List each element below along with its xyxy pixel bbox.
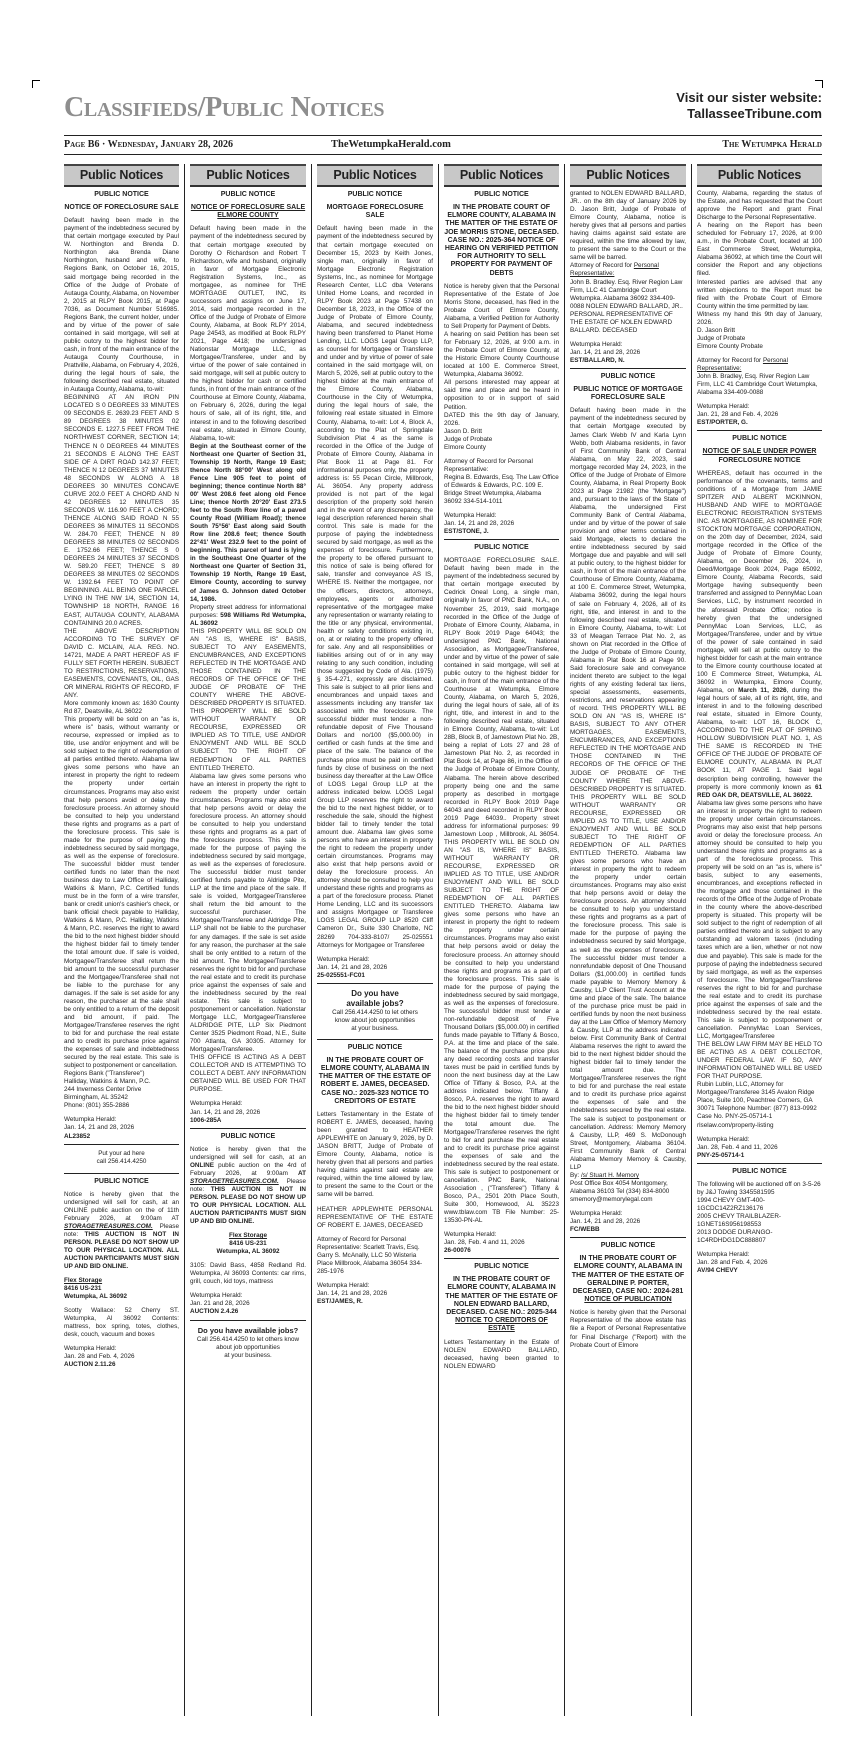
notice-label: PUBLIC NOTICE bbox=[220, 191, 276, 198]
sale-date: March 11, 2026 bbox=[738, 686, 787, 694]
ad-placeholder bbox=[64, 1148, 179, 1170]
publication-label: Wetumpka Herald: bbox=[697, 403, 750, 411]
publication-label: Wetumpka Herald: bbox=[190, 1292, 243, 1300]
notice-subtitle: FORECLOSURE NOTICE bbox=[718, 456, 801, 464]
column-2 bbox=[190, 164, 312, 1716]
notice-title: NOTICE OF FORECLOSURE SALE bbox=[190, 204, 306, 211]
column-6 bbox=[697, 164, 822, 1716]
notice-body: WHEREAS, default has occurred in the performance of the covenants, terms and conditions of a Mortgage from JAMIE SPITZER AND ALBERT MCKINNON, HUSBAND AND WIFE to MORTGAGE ELECTRONIC REGISTRATION SYSTEMS INC. AS MORTGAGEE, AS NOMINEE FOR STOCKTON MORTGAGE CORPORATION, on the 20th day of December, 2024, said mortgage recorded in the Office of the Judge of Probate of Elmore County, Alabama, on December 26, 2024, in Deed/Mortgage Book 2024, Page 65092, Elmore County, Alabama Records, said Mortgage having subsequently been transferred and assigned to PennyMac Loan Services, LLC, by instrument recorded in the aforesaid Probate Office; notice is hereby given that the undersigned PennyMac Loan Services, LLC, as Mortgagee/Transferee, under and by virtue of the power of sale contained in said mortgage, will sell at public outcry to the highest bidder for cash at the main entrance to the Elmore county courthouse located at 100 E Commerce Street, Wetumpka, AL 36092 in Wetumpka, Elmore County, Alabama, on bbox=[697, 469, 822, 694]
notice-reference: 1006-285A bbox=[190, 1116, 222, 1124]
attorney-contact: Post Office Box 4054 Montgomery, Alabama 36103 Tel (334) 834-8000 smemory@memorylegal.com bbox=[570, 1179, 670, 1203]
notice-title: IN THE PROBATE COURT OF ELMORE COUNTY, ALABAMA IN THE MATTER OF THE ESTATE OF JOE MORRIS STONE, DECEASED. CASE NO.: 2025-364 NOTICE OF HEARING ON VERIFIED PETITION FOR AUTHORITY TO SELL PROPERTY FOR PAYMENT OF DEBTS bbox=[444, 204, 559, 277]
sister-site-label: Visit our sister website: bbox=[676, 90, 822, 105]
notice-body: Default having been made in the payment of the indebtedness secured by that certain mortgage executed on December 15, 2023 by Keith Jones, single man, originally in favor of Mortgage Electronic Registration Systems, Inc., as nominee for Mortgage Research Center, LLC dba Veterans United Home Loans, and recorded in RLPY Book 2023 at Page 57438 on December 18, 2023, in the Office of the Judge of Probate of Elmore County, Alabama, and secured indebtedness having been transferred to Planet Home Lending, LLC. LOGS Legal Group LLP, as counsel for Mortgagee or Transferee and under and by virtue of power of sale contained in the said mortgage will, on March 5, 2026, sell at public outcry to the highest bidder at the main entrance of the Elmore County, Alabama, Courthouse in the City of Wetumpka, during the legal hours of sale, the following real estate situated in Elmore County, Alabama, to-wit: Lot 4, Block A, according to the Plat of Springdale Subdivision Plat 4 as the same is recorded in the Office of the Judge of Probate of Elmore County, Alabama in Plat Book 11 at Page 81. For informational purposes only, the property address is: 55 Pecan Circle, Millbrook, AL 36054. Any property address provided is not part of the legal description of the property sold herein and in the event of any discrepancy, the legal description referenced herein shall control. This sale is made for the purpose of paying the indebtedness secured by said mortgage, as well as the expenses of foreclosure. Furthermore, the property to be offered pursuant to this notice of sale is being offered for sale, transfer and conveyance AS IS, WHERE IS. Neither the mortgagee, nor the officers, directors, attorneys, employees, agents or authorized representative of the mortgagee make any representation or warranty relating to the title or any physical, environmental, health or safety conditions existing in, on, at or relating to the property offered for sale. Any and all responsibilities or liabilities arising out of or in any way relating to any such condition, including those suggested by Code of Ala. (1975) § 35-4-271, expressly are disclaimed. This sale is subject to all prior liens and encumbrances and unpaid taxes and assessments including any transfer tax associated with the foreclosure. The successful bidder must tender a non-refundable deposit of Five Thousand Dollars and no/100 ($5,000.00) in certified or cash funds at the time and place of the sale. The balance of the purchase price must be paid in certified funds by close of business on the next business day thereafter at the Law Office of LOGS Legal Group LLP at the address indicated below. LOGS Legal Group LLP reserves the right to award the bid to the next highest bidder, or to reschedule the sale, should the highest bidder fail to timely tender the total amount due. Alabama law gives some persons who have an interest in property the right to redeem the property under certain circumstances. Programs may also exist that help persons avoid or delay the foreclosure process. An attorney should be consulted to help you understand these rights and programs as a part of the foreclosure process. Planet Home Lending, LLC and its successors and assigns Mortgagee or Transferee LOGS LEGAL GROUP LLP 8520 Cliff Cameron Dr., Suite 330 Charlotte, NC 28269 704-333-8107/ 25-025551 Attorneys for Mortgagee or Transferee bbox=[317, 225, 433, 949]
publication-dates: Jan. 28 and Feb. 4, 2026 bbox=[697, 1259, 768, 1267]
attorney-of-record: John B. Bradley, Esq. River Region Law Firm, LLC 41 Cambridge Court Wetumpka, Alabama 334-409-0088 bbox=[697, 373, 818, 397]
publication-label: Wetumpka Herald: bbox=[697, 1251, 750, 1259]
facility-city: Wetumpka, AL 36092 bbox=[64, 1293, 127, 1301]
sister-site-link[interactable]: TallasseeTribune.com bbox=[687, 106, 822, 121]
crop-mark-top-left bbox=[32, 80, 40, 88]
attorney-of-record: Regina B. Edwards, Esq. The Law Office of Edwards & Edwards, P.C. 109 E. Bridge Street Wetumpka, Alabama 36092 334-514-1011 bbox=[444, 473, 559, 506]
notice-body: All persons interested may appear at said time and place and be heard in opposition to or in support of said Petition. bbox=[444, 379, 559, 411]
jobs-promo-question: available jobs? bbox=[346, 998, 404, 1008]
survey-note: THE ABOVE DESCRIPTION ACCORDING TO THE SURVEY OF DAVID C. MCLAIN, ALA. REG. NO. 14721, MADE A PART HEREOF AS IF FULLY SET FORTH HEREIN. SUBJECT TO RESTRICTIONS, RESERVATIONS, EASEMENTS, COVENANTS, OIL, GAS OR MINERAL RIGHTS OF RECORD, IF ANY. bbox=[64, 627, 179, 699]
signature-label: By: bbox=[570, 1171, 580, 1179]
column-5 bbox=[570, 164, 692, 1716]
column-header: Public Notices bbox=[317, 164, 433, 187]
auction-at: AT bbox=[298, 1169, 307, 1177]
judge-name: D. Jason Britt bbox=[697, 326, 736, 334]
jobs-promo-line: know about job opportunities bbox=[334, 1016, 416, 1024]
column-header: Public Notices bbox=[64, 164, 179, 187]
notice-reference: 25-025551-FC01 bbox=[317, 971, 365, 979]
auction-site-link[interactable]: STORAGETREASURES.COM. bbox=[190, 1177, 279, 1185]
vehicle-listing: 1994 CHEVY GMT-400-1GCDC14Z2RZ136176 bbox=[697, 1196, 765, 1212]
publication-label: Wetumpka Herald: bbox=[64, 1116, 117, 1124]
publication-label: Wetumpka Herald: bbox=[570, 340, 623, 348]
notice-label: PUBLIC NOTICE bbox=[347, 191, 403, 198]
folio-paper-name: The Wetumpka Herald bbox=[722, 139, 822, 150]
attorney-contact: Rubin Lublin, LLC, Attorney for Mortgagee/Transferee 3145 Avalon Ridge Place, Suite 100, Peachtree Corners, GA 30071 Telephone Number: (877) 813-0992 Case No. PNY-25-05714-1 rlselaw.com/property-listing bbox=[697, 1081, 817, 1129]
notice-body: Default having been made in the payment of the indebtedness secured by that certain mortgage executed by Paul W. Northington and Brenda D. Northington aka Brenda Diane Northington, husband and wife, to Regions Bank, on October 16, 2015, said mortgage being recorded in the Office of the Judge of Probate of Autauga County, Alabama, on November 2, 2015 at RLPY Book 2015, at Page 7036, as Document Number 516985. Regions Bank, the current holder, under and by virtue of the power of sale contained in said mortgage, will sell at public outcry to the highest bidder for cash, in front of the main entrance of the Autauga County Courthouse, in Prattville, Alabama, on February 4, 2026, during the legal hours of sale, the following described real estate, situated in Autauga County, Alabama, to-wit: bbox=[64, 217, 179, 394]
notice-body: Notice is hereby given that the Personal Representative of the above estate has file a Report of Personal Representative for Final Discharge ("Report) with the Probate Court of Elmore bbox=[570, 1309, 686, 1349]
notice-reference: AV/94 CHEVY bbox=[697, 1267, 738, 1275]
facility-name: Flex Storage bbox=[228, 1232, 268, 1240]
auction-warning: THIS AUCTION IS NOT IN PERSON. PLEASE DO NOT SHOW UP TO OUR PHYSICAL LOCATION. ALL AUCTION PARTICIPANTS MUST SIGN UP AND BID ONLINE. bbox=[64, 1230, 180, 1270]
dated-line: DATED this the 9th day of January, 2026. bbox=[444, 411, 559, 427]
notice-body: Letters Testamentary in the Estate of NOLEN EDWARD BALLARD, deceased, having been granted to NOLEN EDWARD bbox=[444, 1338, 559, 1370]
publication-label: Wetumpka Herald: bbox=[697, 1135, 750, 1143]
notice-label: PUBLIC NOTICE bbox=[732, 1167, 787, 1175]
notice-body-continued: granted to NOLEN EDWARD BALLARD, JR.. on the 8th day of January 2026 by D. Jason Britt, Judge of Probate of Elmore County, Alabama, notice is hereby gives that all persons and parties having claims against said estate are required, within the time allowed by law, to present the same to the Court or the same will be barred. bbox=[570, 190, 686, 262]
ad-placeholder-text: Put your ad here bbox=[98, 1149, 145, 1157]
folio-website[interactable]: TheWetumpkaHerald.com bbox=[331, 139, 451, 150]
jobs-promo-line: about job opportunities bbox=[216, 1343, 280, 1351]
publication-label: Wetumpka Herald: bbox=[570, 1210, 623, 1218]
legal-description: Begin at the Southeast corner of the Northeast one Quarter of Section 31, Township 19 North, Range 19 East; thence North 88°00' West along old Fence Line 905 feet to point of beginning; thence continue North 88° 00' West 208.6 feet along old Fence Line; thence North 20°20' East 273.5 feet to the South Row line of a paved County Road (William Road); thence South 75°56' East along said South Row line 208.6 feet; thence South 22°41' West 232.9 feet to the point of beginning. This parcel of land is lying in the Southeast One Quarter of the Northeast one Quarter of Section 31, Township 19 North, Range 19 East, Elmore County, according to survey of James G. Johnson dated October 14, 1986. bbox=[190, 442, 306, 603]
publication-dates: Jan. 21, 28 and Feb. 4, 2026 bbox=[697, 411, 779, 419]
attorney-of-record: John B. Bradley. Esq. River Region Law Firm, LLC 41 Cambridge Court Wetumpka. Alabama 36092 334-409-0088 NOLEN EDWARD BALLARD, JR.. PERSONAL REPRESENTATIVE OF THE ESTATE OF NOLEN EDWARD BALLARD. DECEASED bbox=[570, 278, 683, 334]
publication-label: Wetumpka Herald: bbox=[190, 1100, 243, 1108]
auction-unit: 3105: David Bass, 4858 Redland Rd. Wetumpka, Al 36093 Contents: car rims, grill, couch, kid toys, mattress bbox=[190, 1262, 306, 1286]
notice-columns bbox=[64, 164, 822, 1724]
notice-label: PUBLIC NOTICE bbox=[732, 435, 787, 443]
judge-name: Jason D. Britt bbox=[444, 427, 483, 435]
signature: /s/ Stuart H. Memory bbox=[580, 1171, 640, 1179]
section-title: Classifieds/Public Notices bbox=[64, 92, 385, 123]
notice-reference: EST/PORTER, G. bbox=[697, 419, 748, 427]
column-4 bbox=[444, 164, 565, 1716]
vehicle-listing: 2005 CHEVY TRAILBLAZER-1GNET16S956198553 bbox=[697, 1212, 782, 1228]
witness-line: Witness my hand this 9th day of January, 2026. bbox=[697, 310, 822, 326]
notice-label: PUBLIC NOTICE bbox=[600, 372, 656, 380]
publication-dates: Jan. 14, 21 and 28, 2026 bbox=[64, 1124, 135, 1132]
column-3 bbox=[317, 164, 439, 1716]
notice-reference: EST/STONE, J. bbox=[444, 528, 489, 536]
notice-title: PUBLIC NOTICE OF MORTGAGE FORECLOSURE SALE bbox=[573, 385, 683, 402]
jobs-promo-line: at your business. bbox=[224, 1351, 272, 1359]
notice-label: PUBLIC NOTICE bbox=[220, 1132, 276, 1140]
jobs-promo-line: Call 256.414.4250 to let others bbox=[332, 1008, 418, 1016]
sister-site-promo bbox=[676, 90, 822, 122]
jobs-promo-question: Do you have bbox=[351, 988, 399, 998]
column-header: Public Notices bbox=[190, 164, 306, 187]
transferee: Regions Bank ("Transferee") bbox=[64, 1070, 145, 1078]
notice-terms: Alabama law gives some persons who have an interest in property the right to redeem the property under certain circumstances. Programs may also exist that help persons avoid or delay the foreclosure process. An attorney should be consulted to help you understand these rights and programs as a part of the foreclosure process. This sale is made for the purpose of paying the indebtedness secured by said mortgage, as well as the expenses of foreclosure. The successful bidder must tender certified funds payable to Aldridge Pite, LLP at the time and place of the sale. If sale is voided, Mortgagee/Transferee shall return the bid amount to the successful purchaser. The Mortgagee/Transferee and Aldridge Pite, LLP shall not be liable to the purchaser for any damages. If the sale is set aside for any reason, the purchaser at the sale shall be only entitled to a return of the bid amount. The Mortgagee/Transferee reserves the right to bid for and purchase the real estate and to credit its purchase price against the expenses of sale and the indebtedness secured by the real estate. This sale is subject to postponement or cancellation. Nationstar Mortgage LLC, Mortgagee/Transferee ALDRIDGE PITE, LLP Six Piedmont Center 3525 Piedmont Road, N.E., Suite 700 Atlanta, GA 30305. Attorney for Mortgagee/Transferee. bbox=[190, 772, 306, 1054]
publication-dates: Jan. 14, 21 and 28, 2026 bbox=[190, 1108, 261, 1116]
jobs-promo-line: at your business. bbox=[351, 1024, 399, 1032]
facility-city: Wetumpka, AL 36092 bbox=[216, 1248, 280, 1256]
attorney-label-underlined: Personal Representative: bbox=[697, 356, 788, 372]
publication-dates: Jan. 14, 21 and 28, 2026 bbox=[570, 1218, 641, 1226]
personal-representative: HEATHER APPLEWHITE PERSONAL REPRESENTATIVE OF THE ESTATE OF ROBERT E. JAMES, DECEASED bbox=[317, 1205, 433, 1229]
hearing-details: A hearing on the Report has been scheduled for February 17, 2026, at 9:00 a.m., in the Probate Court, located at 100 East Commerce Street, Wetumpka, Alabama 36092, at which time the Court will consider the Report and any objections filed. bbox=[697, 222, 822, 278]
notice-subtitle: NOTICE OF PUBLICATION bbox=[584, 1296, 672, 1304]
attorney-label-underlined: Personal Representative: bbox=[570, 262, 659, 278]
publication-dates: Jan. 14, 21 and 28, 2026 bbox=[570, 348, 641, 356]
column-header: Public Notices bbox=[570, 164, 686, 187]
publication-dates: Jan. 14, 21 and 28, 2026 bbox=[317, 963, 388, 971]
hearing-details: A hearing on said Petition has been set for February 12, 2026, at 9:00 a.m. in the Probate Court of Elmore County, at the Historic Elmore County Courthouse located at 100 E. Commerce Street, Wetumpka, Alabama 36092. bbox=[444, 331, 559, 379]
column-1 bbox=[64, 164, 185, 1716]
column-header: Public Notices bbox=[697, 164, 822, 187]
notice-reference: EST/JAMES, R. bbox=[317, 1297, 363, 1305]
publication-dates: Jan. 21 and 28, 2026 bbox=[190, 1300, 250, 1308]
publication-dates: Jan. 28, Feb. 4 and 11, 2026 bbox=[444, 1239, 525, 1247]
publication-label: Wetumpka Herald: bbox=[444, 512, 497, 520]
notice-title: MORTGAGE FORECLOSURE SALE bbox=[326, 204, 424, 220]
debt-collector-notice: THIS OFFICE IS ACTING AS A DEBT COLLECTOR AND IS ATTEMPTING TO COLLECT A DEBT. ANY INFORMATION OBTAINED WILL BE USED FOR THAT PURPOSE. bbox=[190, 1054, 306, 1094]
folio-page-date: Page B6 · Wednesday, January 28, 2026 bbox=[64, 139, 234, 150]
facility-address: 8416 US-231 bbox=[229, 1240, 267, 1248]
jobs-promo-question: Do you have available jobs? bbox=[197, 1325, 299, 1335]
publication-label: Wetumpka Herald: bbox=[317, 955, 370, 963]
notice-reference: AL23852 bbox=[64, 1132, 91, 1140]
jobs-promo bbox=[190, 1324, 306, 1363]
notice-body: Letters Testamentary in the Estate of ROBERT E. JAMES, deceased, having been granted to HEATHER APPLEWHITE on January 9, 2026, by D. JASON BRITT, Judge of Probate of Elmore County, Alabama, notice is hereby given that all persons and parties having claims against said estate are required, within the time allowed by law, to present the same to the Court or the same will be barred. bbox=[317, 1110, 433, 1199]
publication-label: Wetumpka Herald: bbox=[317, 1281, 370, 1289]
publication-dates: Jan. 14, 21 and 28, 2026 bbox=[317, 1289, 388, 1297]
auction-note: Please note: bbox=[64, 1222, 179, 1238]
law-firm: Halliday, Watkins & Mann, P.C. bbox=[64, 1078, 151, 1086]
notice-terms: This property will be sold on an "as is, where is" basis, without warranty or recourse, expressed or implied as to title, use and/or enjoyment and will be sold subject to the right of redemption of all parties entitled thereto. Alabama law gives some persons who have an interest in property the right to redeem the property under certain circumstances. Programs may also exist that help persons avoid or delay the foreclosure process. An attorney should be consulted to help you understand these rights and programs as a part of the foreclosure process. This sale is made for the purpose of paying the indebtedness secured by said mortgage, as well as the expense of foreclosure. The successful bidder must tender certified funds no later than the next business day to Law Office of Halliday, Watkins & Mann, P.C. Certified funds must be in the form of a wire transfer, bank or credit union's cashier's check, or bank official check payable to Halliday, Watkins & Mann, P.C. Halliday, Watkins & Mann, P.C. reserves the right to award the bid to the next highest bidder should the highest bidder fail to timely tender the total amount due. If sale is voided, Mortgagee/Transferee shall return the bid amount to the successful purchaser and the Mortgagee/Transferee shall not be liable to the purchase for any damages. If the sale is set aside for any reason, the purchaser at the sale shall be only entitled to a return of the deposit and bid amount, if paid. The Mortgagee/Transferee reserves the right to bid for and purchase the real estate and to credit its purchase price against the expenses of sale and indebtedness secured by the real estate. This sale is subject to postponement or cancellation. bbox=[64, 716, 179, 1070]
attorney-label: Attorney for Record for bbox=[697, 356, 762, 364]
notice-title: NOTICE OF FORECLOSURE SALE bbox=[64, 204, 179, 211]
notice-label: PUBLIC NOTICE bbox=[600, 1242, 656, 1250]
auction-date: public auction on the 4rd of February 2026, at 9:00am bbox=[190, 1161, 306, 1177]
folio-bar bbox=[64, 135, 822, 155]
notice-reference: FC/WEBB bbox=[570, 1226, 600, 1234]
notice-label: PUBLIC NOTICE bbox=[347, 1043, 403, 1051]
attorney-of-record: Attorney of Record for Personal Representative: Scarlett Travis, Esq. Garry S. McAnally, LLC 50 Wisteria Place Millbrook, Alabama 36054 334-285-1976 bbox=[317, 1235, 423, 1275]
notice-title: IN THE PROBATE COURT OF ELMORE COUNTY, ALABAMA IN THE MATTER OF THE ESTATE OF ROBERT E. JAMES, DECEASED. CASE NO.: 2025-323 NOTICE TO CREDITORS OF ESTATE bbox=[318, 1056, 432, 1105]
notice-subtitle: ELMORE COUNTY bbox=[217, 212, 279, 220]
legal-description: BEGINNING AT AN IRON PIN LOCATED S 0 DEGREES 33 MINUTES 09 SECONDS E. 2639.23 FEET AND S 89 DEGREES 38 MINUTES 02 SECONDS E. 1227.5 FEET FROM THE NORTHWEST CORNER, SECTION 14; THENCE N 0 DEGREES 44 MINUTES 21 SECONDS E ALONG THE EAST SIDE OF A DIRT ROAD 142.37 FEET; THENCE N 12 DEGREES 37 MINUTES 48 SECONDS W ALONG A 18 DEGREES 30 MINUTES CONCAVE CURVE 202.0 FEET A CHORD AND N 42 DEGREES 12 MINUTES 35 SECONDS W. 116.90 FEET A CHORD; THENCE ALONG SAID ROAD N 55 DEGREES 36 MINUTES 11 SECONDS W. 284.70 FEET; THENCE N 89 DEGREES 38 MINUTES 02 SECONDS E. 1752.66 FEET; THENCE S 0 DEGREES 24 MINUTES 37 SECONDS W. 589.20 FEET; THENCE S 89 DEGREES 38 MINUTES 02 SECONDS W. 1392.64 FEET TO POINT OF BEGINNING. ALL BEING ONE PARCEL LYING IN THE NW 1/4, SECTION 14, TOWNSHIP 18 NORTH, RANGE 16 EAST, AUTAUGA COUNTY, ALABAMA CONTAINING 20.0 ACRES. bbox=[64, 394, 179, 627]
auction-warning: THIS AUCTION IS NOT IN PERSON. PLEASE DO NOT SHOW UP TO OUR PHYSICAL LOCATION. ALL AUCTION PARTICIPANTS MUST SIGN UP AND BID ONLINE. bbox=[190, 1185, 306, 1226]
notice-disclaimer: THIS PROPERTY WILL BE SOLD ON AN "AS IS, WHERE IS" BASIS, SUBJECT TO ANY EASEMENTS, ENCUMBRANCES, AND EXCEPTIONS REFLECTED IN THE MORTGAGE AND THOSE CONTAINED IN THE RECORDS OF THE OFFICE OF THE JUDGE OF PROBATE OF THE COUNTY WHERE THE ABOVE-DESCRIBED PROPERTY IS SITUATED. THIS PROPERTY WILL BE SOLD WITHOUT WARRANTY OR RECOURSE, EXPRESSED OR IMPLIED AS TO TITLE, USE AND/OR ENJOYMENT AND WILL BE SOLD SUBJECT TO THE RIGHT OF REDEMPTION OF ALL PARTIES ENTITLED THERETO. bbox=[190, 627, 306, 772]
property-address: 598 Williams Rd Wetumpka, AL 36092 bbox=[190, 611, 307, 627]
judge-title: Judge of Probate bbox=[444, 435, 493, 443]
address-label: Property street address for informational purposes: bbox=[190, 603, 306, 619]
publication-dates: Jan. 28, Feb. 4 and 11, 2026 bbox=[697, 1143, 778, 1151]
notice-label: PUBLIC NOTICE bbox=[474, 191, 529, 198]
court-name: Elmore County Probate bbox=[697, 342, 763, 350]
jobs-promo bbox=[317, 987, 433, 1036]
publication-dates: Jan. 14, 21 and 28, 2026 bbox=[444, 520, 515, 528]
notice-body: MORTGAGE FORECLOSURE SALE. Default having been made in the payment of the indebtedness secured by that certain mortgage executed by Cedrick Oneal Long, a single man, originally in favor of PNC Bank, N.A., on November 25, 2019, said mortgage recorded in the Office of the Judge of Probate of Elmore County, Alabama, in RLPY Book 2019 Page 64043; the undersigned PNC Bank, National Association, as Mortgagee/Transferee, under and by virtue of the power of sale contained in said mortgage, will sell at public outcry to the highest bidder for cash, in front of the main entrance of the Courthouse at Wetumpka, Elmore County, Alabama, on March 5, 2026, during the legal hours of sale, all of its right, title, and interest in and to the following described real estate, situated in Elmore County, Alabama, to-wit: Lot 28B, Block B, of Jamestown Plat No. 2B, being a replat of Lots 27 and 28 of Jamestown Plat No. 2, as recorded in Plat Book 14, at Page 86, in the Office of the Judge of Probate of Elmore County, Alabama. The herein above described property being one and the same property as described in mortgage recorded in RLPY Book 2019 Page 64043 and deed recorded in RLPY Book 2019 Page 64039.. Property street address for informational purposes: 99 Jamestown Loop , Millbrook, AL 36054. THIS PROPERTY WILL BE SOLD ON AN "AS IS, WHERE IS" BASIS, WITHOUT WARRANTY OR RECOURSE, EXPRESSED OR IMPLIED AS TO TITLE, USE AND/OR ENJOYMENT AND WILL BE SOLD SUBJECT TO THE RIGHT OF REDEMPTION OF ALL PARTIES ENTITLED THERETO. Alabama law gives some persons who have an interest in property the right to redeem the property under certain circumstances. Programs may also exist that help persons avoid or delay the foreclosure process. An attorney should be consulted to help you understand these rights and programs as a part of the foreclosure process. This sale is made for the purpose of paying the indebtedness secured by said mortgage, as well as the expenses of foreclosure. The successful bidder must tender a non-refundable deposit of Five Thousand Dollars ($5,000.00) in certified funds made payable to Tiffany & Bosco, P.A. at the time and place of the sale. The balance of the purchase price plus any deed recording costs and transfer taxes must be paid in certified funds by noon the next business day at the Law Office of Tiffany & Bosco, P.A. at the address indicated below. Tiffany & Bosco, P.A. reserves the right to award the bid to the next highest bidder should the highest bidder fail to timely tender the total amount due. The Mortgagee/Transferee reserves the right to bid for and purchase the real estate and to credit its purchase price against the expenses of sale and the indebtedness secured by the real estate. This sale is subject to postponement or cancellation. PNC Bank, National Association , ("Transferee") Tiffany & Bosco, P.A., 2501 20th Place South, Suite 300, Homewood, AL 35223 www.tblaw.com TB File Number: 25-13530-PN-AL bbox=[444, 557, 559, 1225]
notice-body: Interested parties are advised that any written objections to the Report must be filed with the Probate Court of Elmore County within the time permitted by law. bbox=[697, 278, 822, 310]
notice-reference: AUCTION 2.11.26 bbox=[64, 1361, 116, 1369]
attorney-label: Attorney of Record for Personal Representative: bbox=[444, 457, 533, 473]
facility-address: 8416 US-231 bbox=[64, 1285, 102, 1293]
auction-online: ONLINE bbox=[190, 1161, 214, 1169]
notice-reference: EST/BALLARD, N. bbox=[570, 356, 625, 364]
auction-note: Please note: bbox=[190, 1177, 306, 1193]
auction-intro: Notice is hereby given that the undersigned will sell for cash, at an ONLINE public auction on the of 11th February 2026, at 9:00am AT bbox=[64, 1190, 179, 1222]
notice-body: , during the legal hours of sale, all of its right, title, and interest in and to the following described real estate, situated in Elmore County, Alabama, to-wit: LOT 16, BLOCK C, ACCORDING TO THE PLAT OF SPRING HOLLOW SUBDIVISION PLAT NO. 1, AS THE SAME IS RECORDED IN THE OFFICE OF THE JUDGE OF PROBATE OF ELMORE COUNTY, ALABAMA IN PLAT BOOK 11, AT PAGE 1. Said legal description being controlling, however the property is more commonly known as bbox=[697, 686, 822, 791]
masthead bbox=[64, 88, 822, 128]
notice-body-continued: County, Alabama, regarding the status of the Estate, and has requested that the Court approve the Report and grant Final Discharge to the Personal Representative. bbox=[697, 190, 822, 222]
auction-intro: Notice is hereby given that the undersigned will sell for cash, at an bbox=[190, 1145, 306, 1161]
notice-reference: 26-00076 bbox=[444, 1247, 471, 1255]
vehicle-listing: 2013 DODGE DURANGO-1C4RDHDG1DC888807 bbox=[697, 1228, 773, 1245]
notice-label: PUBLIC NOTICE bbox=[474, 544, 529, 552]
notice-body: Default having been made in the payment of the indebtedness secured by that certain Mortgage executed by James Clark Webb IV and Karla Lynn Webb, both Alabama residents, in favor of First Community Bank of Central Alabama, on May 22, 2023, said mortgage recorded May 24, 2023, in the Office of the Judge of Probate of Elmore County, Alabama, in Real Property Book 2023 at Page 21982 (the "Mortgage") and, pursuant to the laws of the State of Alabama, the undersigned First Community Bank of Central Alabama, under and by virtue of the power of sale provision and other terms contained in said Mortgage, elects to declare the entire indebtedness secured by said Mortgage due and payable and will sell at public outcry, to the highest bidder for cash, in front of the main entrance of the Courthouse of Elmore County, Alabama, at 100 E. Commerce Street, Wetumpka, Alabama 36092, during the legal hours of sale on February 4, 2026, all of its right, title, and interest in and to the following described real estate, situated in Elmore County, Alabama, to-wit: Lot 33 of Meagan Terrace Plat No. 2, as shown on Plat recorded in the Office of the Judge of Probate of Elmore County, Alabama in Plat Book 16 at Page 90. Said foreclosure sale and conveyance incident thereto are subject to the legal rights of any existing federal tax liens, special assessments, easements, restrictions, and reservations appearing of record. THIS PROPERTY WILL BE SOLD ON AN "AS IS, WHERE IS" BASIS, SUBJECT TO ANY OTHER MORTGAGES, EASEMENTS, ENCUMBRANCES, AND EXCEPTIONS REFLECTED IN THE MORTGAGE AND THOSE CONTAINED IN THE RECORDS OF THE OFFICE OF THE JUDGE OF PROBATE OF THE COUNTY WHERE THE ABOVE-DESCRIBED PROPERTY IS SITUATED. THIS PROPERTY WILL BE SOLD WITHOUT WARRANTY OR RECOURSE, EXPRESSED OR IMPLIED AS TO TITLE, USE AND/OR ENJOYMENT AND WILL BE SOLD SUBJECT TO THE RIGHT OF REDEMPTION OF ALL PARTIES ENTITLED THERETO. Alabama law gives some persons who have an interest in property the right to redeem the property under certain circumstances. Programs may also exist that help persons avoid or delay the foreclosure process. An attorney should be consulted to help you understand these rights and programs as a part of the foreclosure process. This sale is made for the purpose of paying the indebtedness secured by said Mortgage, as well as the expenses of foreclosure. The successful bidder must tender a nonrefundable deposit of One Thousand Dollars ($1,000.00) in certified funds made payable to Memory Memory & Causby, LLP Client Trust Account at the time and place of the sale. The balance of the purchase price must be paid in certified funds by noon the next business day at the Law Office of Memory Memory & Causby, LLP at the address indicated below. First Community Bank of Central Alabama reserves the right to award the bid to the next highest bidder should the highest bidder fail to timely tender the total amount due. The Mortgagee/Transferee reserves the right to bid for and purchase the real estate and to credit its purchase price against the expenses of sale and the indebtedness secured by the real estate. The sale is subject to postponement or cancellation. Address: Memory Memory & Causby, LLP, 469 S. McDonough Street, Montgomery, Alabama 36104. First Community Bank of Central Alabama Memory Memory & Causby, LLP bbox=[570, 407, 686, 1171]
notice-title: NOTICE OF SALE UNDER POWER bbox=[702, 448, 817, 456]
notice-label: PUBLIC NOTICE bbox=[94, 1177, 149, 1185]
column-header: Public Notices bbox=[444, 164, 559, 187]
law-firm-phone: Phone: (801) 355-2886 bbox=[64, 1102, 130, 1110]
notice-title: IN THE PROBATE COURT OF ELMORE COUNTY, ALABAMA IN THE MATTER OF THE ESTATE OF GERALDINE P. PORTER, DECEASED, CASE NO.: 2024-281 bbox=[571, 1255, 685, 1295]
jobs-promo-line: Call 256.414.4250 to let others know bbox=[196, 1335, 300, 1343]
notice-terms: Alabama law gives some persons who have an interest in property the right to redeem the property under certain circumstances. Programs may also exist that help persons avoid or delay the foreclosure process. An attorney should be consulted to help you understand these rights and programs as a part of the foreclosure process. This property will be sold on an "as is, where is" basis, subject to any easements, encumbrances, and exceptions reflected in the mortgage and those contained in the records of the Office of the Judge of Probate in the county where the above-described property is situated. This property will be sold subject to the right of redemption of all parties entitled thereto and is subject to any outstanding ad valorem taxes (including taxes which are a lien, whether or not now due and payable). This sale is made for the purpose of paying the indebtedness secured by said mortgage, as well as the expenses of foreclosure. The Mortgagee/Transferee reserves the right to bid for and purchase the real estate and to credit its purchase price against the expenses of sale and the indebtedness secured by the real estate. This sale is subject to postponement or cancellation. PennyMac Loan Services, LLC, Mortgagee/Transferee bbox=[697, 799, 822, 1040]
notice-body: The following will be auctioned off on 3-5-26 by J&J Towing 3345581595 bbox=[697, 1180, 821, 1196]
notice-subtitle: NOTICE TO CREDITORS OF ESTATE bbox=[455, 1317, 548, 1333]
debt-collector-notice: THE BELOW LAW FIRM MAY BE HELD TO BE ACTING AS A DEBT COLLECTOR, UNDER FEDERAL LAW. IF SO, ANY INFORMATION OBTAINED WILL BE USED FOR THAT PURPOSE. bbox=[697, 1041, 822, 1081]
notice-reference: PNY-25-05714-1 bbox=[697, 1151, 745, 1159]
notice-title: IN THE PROBATE COURT OF ELMORE COUNTY, ALABAMA IN THE MATTER OF THE ESTATE OF NOLEN EDWARD BALLARD, DECEASED. CASE NO.: 2025-344 bbox=[445, 1276, 558, 1317]
judge-title: Judge of Probate bbox=[697, 334, 746, 342]
law-firm-address: 244 Inverness Center Drive bbox=[64, 1086, 142, 1094]
notice-label: PUBLIC NOTICE bbox=[474, 1263, 529, 1271]
notice-label: PUBLIC NOTICE bbox=[94, 191, 149, 198]
publication-label: Wetumpka Herald: bbox=[64, 1345, 117, 1353]
notice-reference: AUCTION 2.4.26 bbox=[190, 1308, 239, 1316]
auction-unit: Scotty Wallace: 52 Cherry ST. Wetumpka, Al 36092 Contents: mattress, box spring, totes, clothes, desk, couch, vacuum and boxes bbox=[64, 1307, 179, 1339]
law-firm-city: Birmingham, AL 35242 bbox=[64, 1094, 128, 1102]
attorney-label: Attorney of Record for bbox=[570, 262, 633, 270]
crop-mark-top-right bbox=[815, 80, 823, 88]
publication-label: Wetumpka Herald: bbox=[444, 1231, 497, 1239]
property-address: 61 RED OAK DR, DEATSVILLE, AL 36022. bbox=[697, 783, 822, 799]
publication-dates: Jan. 28 and Feb. 4, 2026 bbox=[64, 1353, 135, 1361]
facility-name: Flex Storage bbox=[64, 1277, 103, 1285]
property-address: More commonly known as: 1630 County Rd 87, Deatsville, AL 36022 bbox=[64, 700, 179, 716]
auction-site-link[interactable]: STORAGETREASURES.COM. bbox=[64, 1222, 153, 1230]
notice-body: Default having been made in the payment of the indebtedness secured by that certain mortgage executed by Dorothy O Richardson and Robert T Richardson, wife and husband, originally in favor of Mortgage Electronic Registration Systems, Inc., as mortgagee, as nominee for THE MORTGAGE OUTLET, INC, its successors and assigns on June 17, 2014, said mortgage recorded in the Office of the Judge of Probate of Elmore County, Alabama, at Book RLPY 2014, Page 24543, as modified at Book RLPY 2021, Page 4418; the undersigned Nationstar Mortgage LLC, as Mortgagee/Transferee, under and by virtue of the power of sale contained in said mortgage, will sell at public outcry to the highest bidder for cash or certified funds, in front of the main entrance of the Courthouse at Elmore County, Alabama, on February 6, 2026, during the legal hours of sale, all of its right, title, and interest in and to the following described real estate, situated in Elmore County, Alabama, to-wit: bbox=[190, 225, 306, 442]
ad-placeholder-phone: call 256.414.4250 bbox=[96, 1158, 147, 1166]
court-name: Elmore County bbox=[444, 443, 486, 451]
notice-body: Notice is hereby given that the Personal Representative of the Estate of Joe Morris Stone, deceased, has filed in the Probate Court of Elmore County, Alabama, a Verified Petition for Authority to Sell Property for Payment of Debts. bbox=[444, 282, 559, 331]
